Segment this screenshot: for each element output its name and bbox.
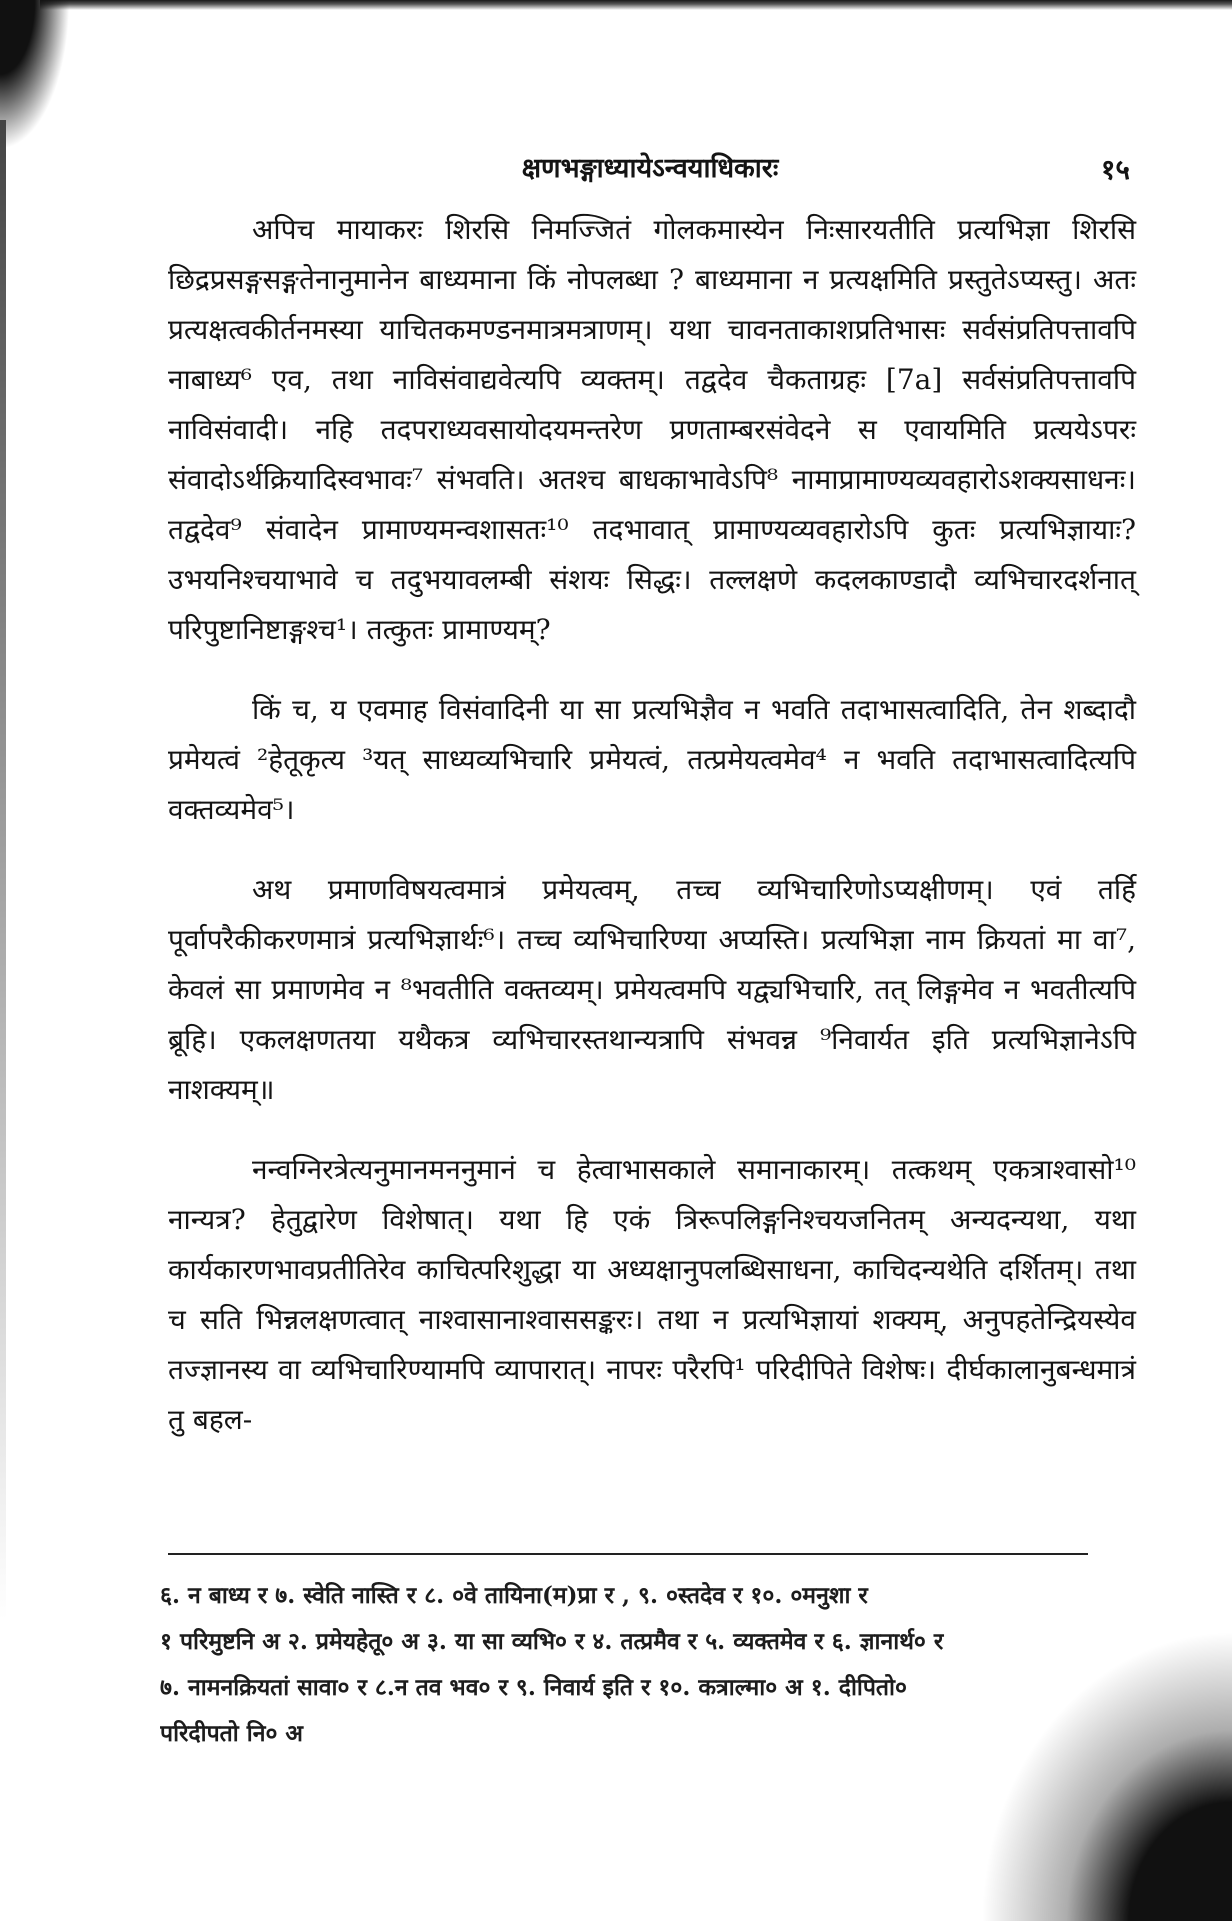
paragraph: नन्वग्निरत्रेत्यनुमानमननुमानं च हेत्वाभासकाले समानाकारम्। तत्कथम् एकत्राश्वासो¹⁰ नान्यत्र? हेतुद्वारेण विशेषात्। यथा हि एकं त्रिरूपलिङ्गनिश्चयजनितम् अन्यदन्यथा, यथा कार्यकारणभावप्रतीतिरेव काचित्परिशुद्धा या अध्यक्षानुपलब्धिसाधना, काचिदन्यथेति दर्शितम्। तथा च सति भिन्नलक्षणत्वात् नाश्वासानाश्वाससङ्करः। तथा न प्रत्यभिज्ञायां शक्यम्, अनुपहतेन्द्रियस्येव तज्ज्ञानस्य वा व्यभिचारिण्यामपि व्यापारात्। नापरः परैरपि¹ परिदीपिते विशेषः। दीर्घकालानुबन्धमात्रं तु बहल- [168,1153,1136,1436]
paragraph: किं च, य एवमाह विसंवादिनी या सा प्रत्यभिज्ञैव न भवति तदाभासत्वादिति, तेन शब्दादौ प्रमेयत्वं ²हेतूकृत्य ³यत् साध्यव्यभिचारि प्रमेयत्वं, तत्प्रमेयत्वमेव⁴ न भवति तदाभासत्वादित्यपि वक्तव्यमेव⁵। [168,693,1136,826]
paragraph: अथ प्रमाणविषयत्वमात्रं प्रमेयत्वम्, तच्च व्यभिचारिणोऽप्यक्षीणम्। एवं तर्हि पूर्वापरैकीकरणमात्रं प्रत्यभिज्ञार्थः⁶। तच्च व्यभिचारिण्या अप्यस्ति। प्रत्यभिज्ञा नाम क्रियतां मा वा⁷, केवलं सा प्रमाणमेव न ⁸भवतीति वक्तव्यम्। प्रमेयत्वमपि यद्व्यभिचारि, तत् लिङ्गमेव न भवतीत्यपि ब्रूहि। एकलक्षणतया यथैकत्र व्यभिचारस्तथान्यत्रापि संभवन्न ⁹निवार्यत इति प्रत्यभिज्ञानेऽपि नाशक्यम्॥ [168,873,1136,1106]
scan-shadow-corner [0,0,70,150]
main-text [168,205,1136,1475]
footnote-line: १ परिमुष्टनि अ २. प्रमेयहेतू० अ ३. या सा व्यभि० र ४. तत्प्रमैव र ५. व्यक्तमेव र ६. ज्ञानार्थ० र [160,1628,944,1655]
page-number: १५ [1100,153,1130,186]
page-header [170,148,1130,188]
footnotes [160,1573,1120,1757]
footnote-line: ६. न बाध्य र ७. स्वेति नास्ति र ८. ०वे तायिना(म)प्रा र , ९. ०स्तदेव र १०. ०मनुशा र [160,1582,868,1609]
scan-shadow-top [40,0,1232,10]
footnote-line: परिदीपतो नि० अ [160,1720,303,1747]
footnote-line: ७. नामनक्रियतां सावा० र ८.न तव भव० र ९. निवार्य इति र १०. कत्राल्मा० अ १. दीपितो० [160,1674,907,1701]
scan-shadow-left [0,120,6,1620]
running-title: क्षणभङ्गाध्यायेऽन्वयाधिकारः [521,153,779,184]
paragraph: अपिच मायाकरः शिरसि निमज्जितं गोलकमास्येन निःसारयतीति प्रत्यभिज्ञा शिरसि छिद्रप्रसङ्गसङ्गतेनानुमानेन बाध्यमाना किं नोपलब्धा ? बाध्यमाना न प्रत्यक्षमिति प्रस्तुतेऽप्यस्तु। अतः प्रत्यक्षत्वकीर्तनमस्या याचितकमण्डनमात्रमत्राणम्। यथा चावनताकाशप्रतिभासः सर्वसंप्रतिपत्तावपि नाबाध्य⁶ एव, तथा नाविसंवाद्यवेत्यपि व्यक्तम्। तद्वदेव चैकताग्रहः [7a] सर्वसंप्रतिपत्तावपि नाविसंवादी। नहि तदपराध्यवसायोदयमन्तरेण प्रणताम्बरसंवेदने स एवायमिति प्रत्ययेऽपरः संवादोऽर्थक्रियादिस्वभावः⁷ संभवति। अतश्च बाधकाभावेऽपि⁸ नामाप्रामाण्यव्यवहारोऽशक्यसाधनः। तद्वदेव⁹ संवादेन प्रामाण्यमन्वशासतः¹⁰ तदभावात् प्रामाण्यव्यवहारोऽपि कुतः प्रत्यभिज्ञायाः? उभयनिश्चयाभावे च तदुभयावलम्बी संशयः सिद्धः। तल्लक्षणे कदलकाण्डादौ व्यभिचारदर्शनात् परिपुष्टानिष्टाङ्गश्च¹। तत्कुतः प्रामाण्यम्? [168,213,1136,646]
footnote-divider [168,1553,1088,1555]
